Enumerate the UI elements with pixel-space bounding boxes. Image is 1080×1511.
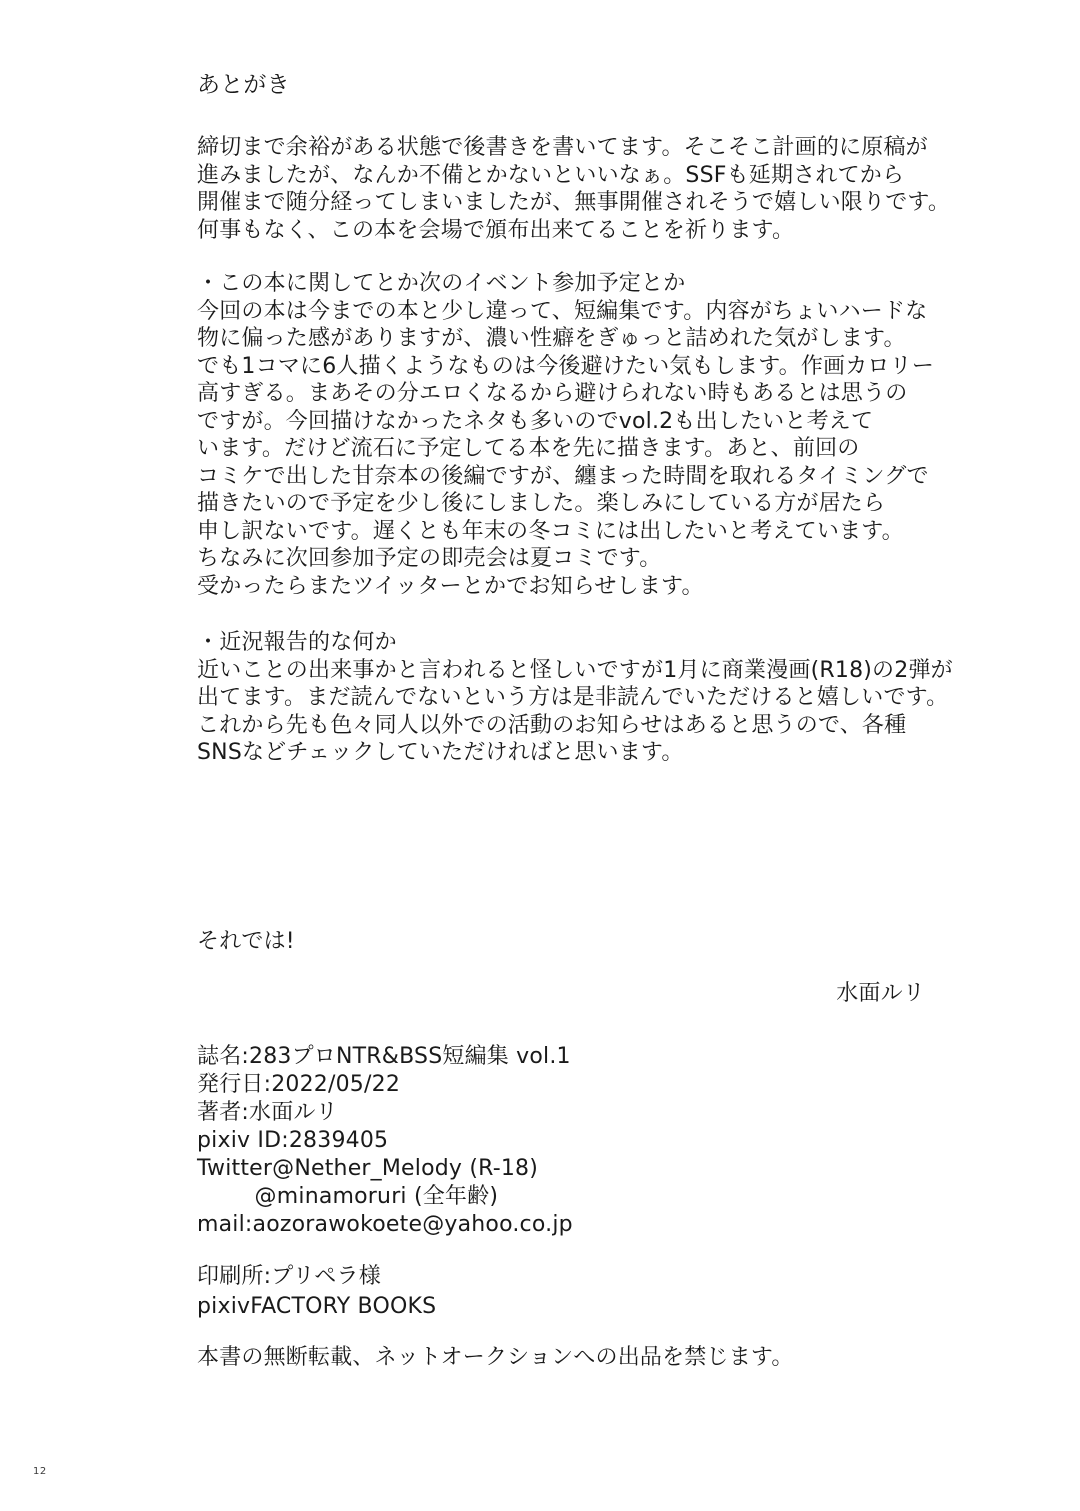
- section-body: [197, 657, 953, 767]
- section-body: [197, 298, 934, 601]
- page-number: 12: [33, 1466, 47, 1477]
- text-line: 今回の本は今までの本と少し違って、短編集です。内容がちょいハードな: [197, 298, 928, 324]
- section-heading: ・近況報告的な何か: [197, 630, 397, 655]
- text-line: 印刷所:プリペラ様: [197, 1264, 381, 1289]
- text-line: 何事もなく、この本を会場で頒布出来てることを祈ります。: [197, 217, 795, 243]
- reprint-disclaimer: 本書の無断転載、ネットオークションへの出品を禁じます。: [197, 1345, 794, 1370]
- text-line: 発行日:2022/05/22: [197, 1072, 401, 1097]
- text-line: 著者:水面ルリ: [197, 1100, 338, 1125]
- text-line: pixiv ID:2839405: [197, 1128, 389, 1153]
- text-line: います。だけど流石に予定してる本を先に描きます。あと、前回の: [197, 436, 860, 461]
- author-signature: 水面ルリ: [836, 981, 925, 1006]
- text-line: 出てます。まだ読んでないという方は是非読んでいただけると嬉しいです。: [197, 685, 949, 710]
- text-line: 申し訳ないです。遅くとも年末の冬コミには出したいと考えています。: [197, 518, 904, 544]
- closing-remark: それでは!: [197, 929, 295, 954]
- text-line: コミケで出した甘奈本の後編ですが、纏まった時間を取れるタイミングで: [197, 463, 929, 489]
- text-line: 進みましたが、なんか不備とかないといいなぁ。SSFも延期されてから: [197, 162, 905, 188]
- intro-paragraph: [197, 134, 950, 244]
- text-line: ちなみに次回参加予定の即売会は夏コミです。: [197, 546, 662, 571]
- text-line: でも1コマに6人描くようなものは今後避けたい気もします。作画カロリー: [197, 353, 935, 379]
- colophon: [197, 1043, 573, 1239]
- section-heading: ・この本に関してとか次のイベント参加予定とか: [197, 271, 686, 296]
- text-line: 受かったらまたツイッターとかでお知らせします。: [197, 573, 704, 599]
- text-line: 描きたいので予定を少し後にしました。楽しみにしている方が居たら: [197, 491, 886, 516]
- printer-info: [197, 1262, 436, 1322]
- text-line: @minamoruri (全年齢): [197, 1184, 499, 1209]
- text-line: ですが。今回描けなかったネタも多いのでvol.2も出したいと考えて: [197, 408, 874, 434]
- text-line: pixivFACTORY BOOKS: [197, 1294, 437, 1319]
- text-line: 近いことの出来事かと言われると怪しいですが1月に商業漫画(R18)の2弾が: [197, 657, 953, 683]
- text-line: SNSなどチェックしていただければと思います。: [197, 740, 684, 765]
- text-line: 締切まで余裕がある状態で後書きを書いてます。そこそこ計画的に原稿が: [197, 135, 928, 160]
- page-title: あとがき: [197, 72, 290, 98]
- text-line: 開催まで随分経ってしまいましたが、無事開催されそうで嬉しい限りです。: [197, 190, 951, 215]
- section-status-report: [197, 629, 953, 767]
- text-line: Twitter@Nether_Melody (R-18): [197, 1156, 539, 1181]
- text-line: これから先も色々同人以外での活動のお知らせはあると思うので、各種: [197, 712, 907, 738]
- section-book-and-events: [197, 270, 934, 600]
- text-line: 高すぎる。まあその分エロくなるから避けられない時もあるとは思うの: [197, 381, 908, 406]
- text-line: 物に偏った感がありますが、濃い性癖をぎゅっと詰めれた気がします。: [197, 326, 906, 351]
- text-line: mail:aozorawokoete@yahoo.co.jp: [197, 1212, 573, 1237]
- text-line: 誌名:283プロNTR&BSS短編集 vol.1: [197, 1044, 571, 1069]
